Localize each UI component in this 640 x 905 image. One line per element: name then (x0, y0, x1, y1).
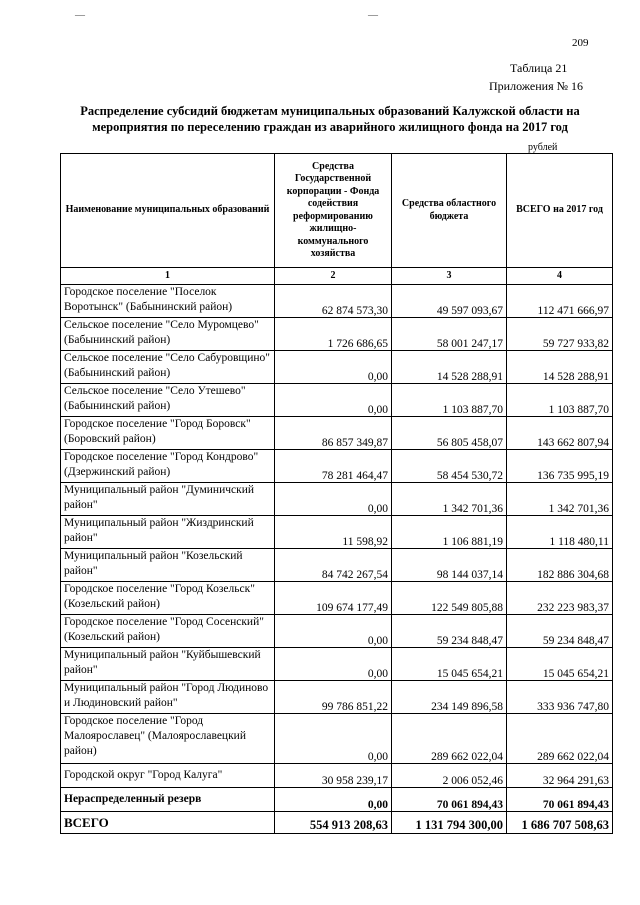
table-label: Таблица 21 (510, 61, 568, 75)
table-row (61, 582, 613, 615)
table-row (61, 648, 613, 681)
row-regional-value: 49 597 093,67 (392, 285, 507, 318)
row-fund-value: 109 674 177,49 (275, 582, 392, 615)
row-fund-value: 1 726 686,65 (275, 318, 392, 351)
column-number: 1 (61, 268, 275, 285)
row-regional-value: 1 131 794 300,00 (392, 812, 507, 834)
table-row (61, 714, 613, 764)
row-fund-value: 0,00 (275, 351, 392, 384)
row-regional-value: 70 061 894,43 (392, 788, 507, 812)
column-number: 4 (507, 268, 613, 285)
column-header-regional: Средства областного бюджета (392, 154, 507, 268)
row-total-value: 1 118 480,11 (507, 516, 613, 549)
table-row (61, 417, 613, 450)
row-regional-value: 1 342 701,36 (392, 483, 507, 516)
title-line-1: Распределение субсидий бюджетам муниципальных образований Калужской области на (80, 104, 580, 118)
row-name: ВСЕГО (61, 812, 275, 834)
row-fund-value: 30 958 239,17 (275, 764, 392, 788)
row-regional-value: 234 149 896,58 (392, 681, 507, 714)
row-regional-value: 15 045 654,21 (392, 648, 507, 681)
appendix-label: Приложения № 16 (489, 79, 584, 93)
column-number-row (61, 268, 613, 285)
units-label: рублей (528, 142, 558, 153)
row-fund-value: 0,00 (275, 714, 392, 764)
row-name: Муниципальный район "Думиничский район" (61, 483, 275, 516)
row-fund-value: 554 913 208,63 (275, 812, 392, 834)
row-regional-value: 14 528 288,91 (392, 351, 507, 384)
row-regional-value: 1 103 887,70 (392, 384, 507, 417)
row-name: Городское поселение "Поселок Воротынск" (Бабынинский район) (61, 285, 275, 318)
row-regional-value: 58 001 247,17 (392, 318, 507, 351)
row-fund-value: 62 874 573,30 (275, 285, 392, 318)
row-name: Городское поселение "Город Сосенский" (Козельский район) (61, 615, 275, 648)
header-mark-left: — (75, 10, 85, 21)
row-name: Сельское поселение "Село Сабуровщино" (Бабынинский район) (61, 351, 275, 384)
table-row (61, 764, 613, 788)
row-fund-value: 0,00 (275, 483, 392, 516)
table-row (61, 384, 613, 417)
table-row (61, 351, 613, 384)
row-name: Городское поселение "Город Малоярославец" (Малоярославецкий район) (61, 714, 275, 764)
row-regional-value: 56 805 458,07 (392, 417, 507, 450)
row-regional-value: 289 662 022,04 (392, 714, 507, 764)
row-name: Городское поселение "Город Кондрово" (Дзержинский район) (61, 450, 275, 483)
column-header-fund: Средства Государственной корпорации - Фонда содействия реформированию жилищно-коммунального хозяйства (275, 154, 392, 268)
row-total-value: 15 045 654,21 (507, 648, 613, 681)
page-number: 209 (572, 37, 589, 49)
table-row (61, 450, 613, 483)
row-name: Сельское поселение "Село Муромцево" (Бабынинский район) (61, 318, 275, 351)
row-total-value: 70 061 894,43 (507, 788, 613, 812)
row-total-value: 59 727 933,82 (507, 318, 613, 351)
row-total-value: 1 342 701,36 (507, 483, 613, 516)
row-total-value: 32 964 291,63 (507, 764, 613, 788)
row-fund-value: 0,00 (275, 384, 392, 417)
row-regional-value: 122 549 805,88 (392, 582, 507, 615)
header-mark-center: — (368, 10, 378, 21)
column-header-name: Наименование муниципальных образований (61, 154, 275, 268)
row-total-value: 232 223 983,37 (507, 582, 613, 615)
row-name: Муниципальный район "Куйбышевский район" (61, 648, 275, 681)
row-name: Сельское поселение "Село Утешево" (Бабынинский район) (61, 384, 275, 417)
row-name: Городское поселение "Город Боровск" (Боровский район) (61, 417, 275, 450)
row-fund-value: 78 281 464,47 (275, 450, 392, 483)
subsidy-table (60, 153, 613, 834)
row-total-value: 136 735 995,19 (507, 450, 613, 483)
row-total-value: 1 103 887,70 (507, 384, 613, 417)
table-row (61, 615, 613, 648)
row-regional-value: 98 144 037,14 (392, 549, 507, 582)
row-regional-value: 59 234 848,47 (392, 615, 507, 648)
table-row (61, 285, 613, 318)
row-fund-value: 84 742 267,54 (275, 549, 392, 582)
column-number: 3 (392, 268, 507, 285)
row-regional-value: 2 006 052,46 (392, 764, 507, 788)
row-fund-value: 0,00 (275, 648, 392, 681)
table-row (61, 681, 613, 714)
row-name: Городской округ "Город Калуга" (61, 764, 275, 788)
row-total-value: 112 471 666,97 (507, 285, 613, 318)
document-title (70, 103, 590, 135)
total-row (61, 812, 613, 834)
title-line-2: мероприятия по переселению граждан из аварийного жилищного фонда на 2017 год (92, 120, 568, 134)
reserve-row (61, 788, 613, 812)
row-total-value: 289 662 022,04 (507, 714, 613, 764)
row-fund-value: 86 857 349,87 (275, 417, 392, 450)
row-total-value: 143 662 807,94 (507, 417, 613, 450)
table-row (61, 549, 613, 582)
row-total-value: 59 234 848,47 (507, 615, 613, 648)
column-number: 2 (275, 268, 392, 285)
table-header-row (61, 154, 613, 268)
column-header-total: ВСЕГО на 2017 год (507, 154, 613, 268)
row-name: Муниципальный район "Жиздринский район" (61, 516, 275, 549)
table-row (61, 483, 613, 516)
row-fund-value: 0,00 (275, 788, 392, 812)
row-total-value: 1 686 707 508,63 (507, 812, 613, 834)
row-name: Муниципальный район "Козельский район" (61, 549, 275, 582)
row-total-value: 14 528 288,91 (507, 351, 613, 384)
row-fund-value: 11 598,92 (275, 516, 392, 549)
row-regional-value: 58 454 530,72 (392, 450, 507, 483)
row-regional-value: 1 106 881,19 (392, 516, 507, 549)
row-total-value: 333 936 747,80 (507, 681, 613, 714)
row-name: Муниципальный район "Город Людиново и Людиновский район" (61, 681, 275, 714)
table-row (61, 516, 613, 549)
row-name: Городское поселение "Город Козельск" (Козельский район) (61, 582, 275, 615)
row-fund-value: 99 786 851,22 (275, 681, 392, 714)
row-name: Нераспределенный резерв (61, 788, 275, 812)
row-fund-value: 0,00 (275, 615, 392, 648)
row-total-value: 182 886 304,68 (507, 549, 613, 582)
table-row (61, 318, 613, 351)
